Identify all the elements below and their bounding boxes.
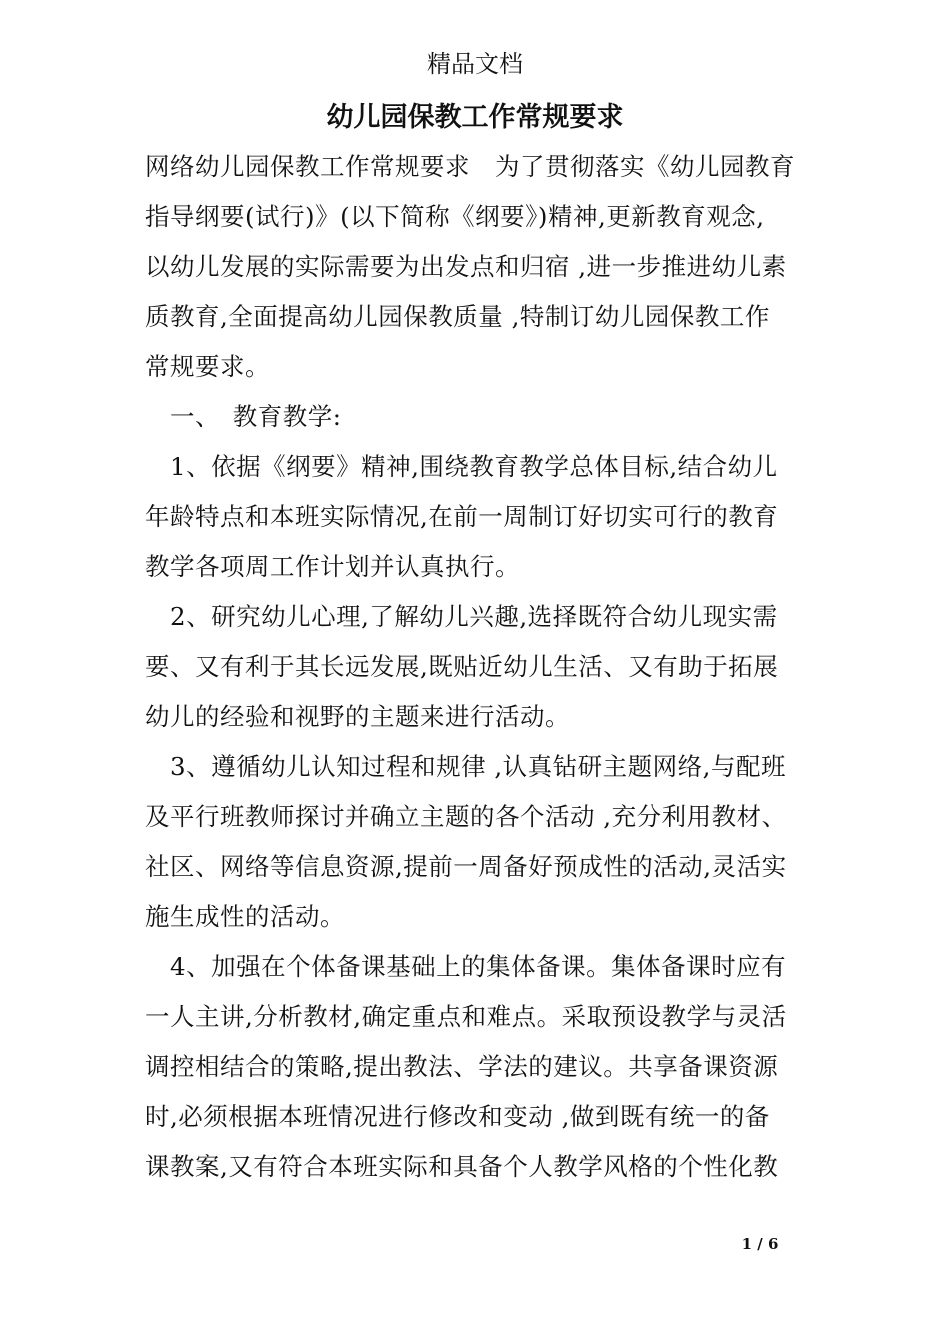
text-line: 及平行班教师探讨并确立主题的各个活动 ,充分利用教材、: [145, 802, 787, 831]
text-line: 指导纲要(试行)》(以下简称《纲要》)精神,更新教育观念,: [145, 202, 765, 231]
text-line: 以幼儿发展的实际需要为出发点和归宿 ,进一步推进幼儿素: [145, 252, 787, 281]
text-line: 社区、网络等信息资源,提前一周备好预成性的活动,灵活实: [145, 852, 787, 881]
text-line: 幼儿的经验和视野的主题来进行活动。: [145, 702, 570, 731]
text-line: 一人主讲,分析教材,确定重点和难点。采取预设教学与灵活: [145, 1002, 787, 1031]
text-line: 课教案,又有符合本班实际和具备个人教学风格的个性化教: [145, 1152, 779, 1181]
text-line: 教学各项周工作计划并认真执行。: [145, 552, 520, 581]
text-line: 3、遵循幼儿认知过程和规律 ,认真钻研主题网络,与配班: [145, 752, 786, 781]
text-line: 常规要求。: [145, 352, 270, 381]
text-line: 调控相结合的策略,提出教法、学法的建议。共享备课资源: [145, 1052, 779, 1081]
text-line: 4、加强在个体备课基础上的集体备课。集体备课时应有: [145, 952, 787, 981]
page-header: 精品文档: [427, 50, 523, 78]
text-line: 网络幼儿园保教工作常规要求 为了贯彻落实《幼儿园教育: [145, 152, 795, 181]
text-line: 施生成性的活动。: [145, 902, 345, 931]
text-line: 质教育,全面提高幼儿园保教质量 ,特制订幼儿园保教工作: [145, 302, 770, 331]
section-heading: 一、 教育教学:: [145, 402, 342, 431]
text-line: 1、依据《纲要》精神,围绕教育教学总体目标,结合幼儿: [145, 452, 778, 481]
text-line: 2、研究幼儿心理,了解幼儿兴趣,选择既符合幼儿现实需: [145, 602, 778, 631]
page-number: 1 / 6: [741, 1235, 779, 1253]
text-line: 年龄特点和本班实际情况,在前一周制订好切实可行的教育: [145, 502, 779, 531]
text-line: 要、又有利于其长远发展,既贴近幼儿生活、又有助于拓展: [145, 652, 779, 681]
document-title: 幼儿园保教工作常规要求: [326, 102, 624, 133]
text-line: 时,必须根据本班情况进行修改和变动 ,做到既有统一的备: [145, 1102, 770, 1131]
